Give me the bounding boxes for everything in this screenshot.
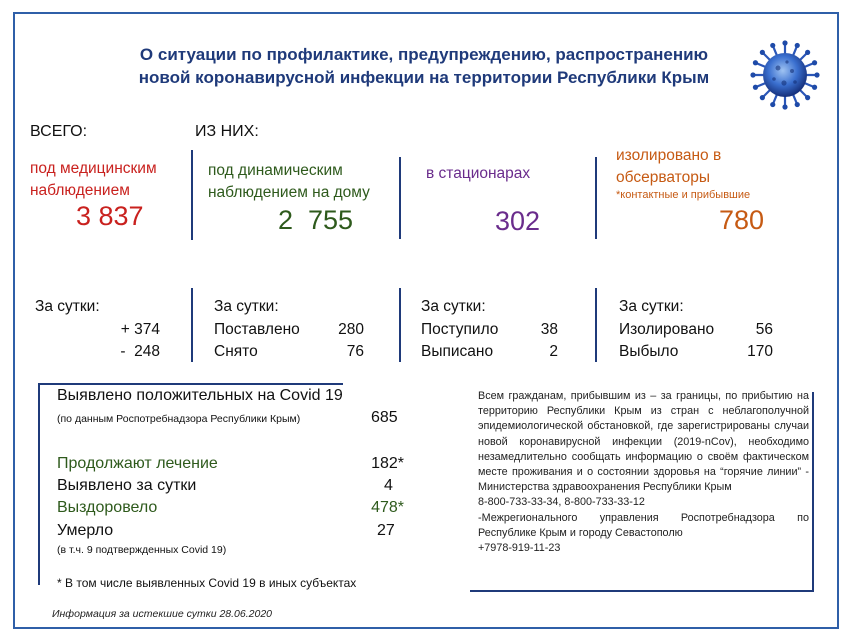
date-note: Информация за истекшие сутки 28.06.2020 (52, 608, 273, 620)
info-phone: +7978-919-11-23 (478, 542, 561, 555)
info-text: Всем гражданам, прибывшим из – за границы, по прибытию на территорию Республики Крым из стран с неблагополучной эпидемиологической обстановкой, где зарегистрированы случаи новой коронавирусной инфекции (2019-nCov), необходимо незамедлительно сообщать информацию о своём фактическом месте проживания и о состоянии здоровья на “горячие линии” - Министерства здравоохранения Республики Крым (478, 390, 809, 494)
observatory-label: изолировано в обсерваторы (616, 147, 722, 186)
daily-row1-label-3: Поступило (421, 321, 499, 338)
total-label: ВСЕГО: (30, 123, 88, 140)
covid-detected-label: Выявлено положительных на Covid 19 (57, 387, 343, 404)
divider (470, 590, 814, 592)
covid-footnote: * В том числе выявленных Covid 19 в иных субъектах (57, 576, 357, 590)
divider (38, 383, 40, 585)
info-phones: 8-800-733-33-34, 8-800-733-33-12 (478, 496, 645, 509)
of-them-label: ИЗ НИХ: (195, 123, 259, 140)
covid-treatment-value: 182* (371, 455, 404, 472)
daily-row2-label-3: Выписано (421, 343, 494, 360)
divider (399, 157, 401, 239)
daily-minus-1: - 248 (120, 343, 160, 360)
hospital-value: 302 (495, 206, 541, 236)
covid-recovered-value: 478* (371, 499, 404, 516)
daily-row2-value-3: 2 (549, 343, 558, 360)
covid-treatment-label: Продолжают лечение (57, 455, 218, 472)
daily-label-4: За сутки: (619, 298, 684, 315)
medical-value: 3 837 (76, 201, 144, 231)
covid-daily-label: Выявлено за сутки (57, 477, 197, 494)
medical-label: под медицинским наблюдением (30, 160, 157, 199)
daily-label-2: За сутки: (214, 298, 279, 315)
divider (812, 392, 814, 592)
covid-detected-value: 685 (371, 409, 398, 426)
divider (38, 383, 343, 385)
hospital-label: в стационарах (426, 165, 531, 182)
divider (191, 288, 193, 362)
covid-detected-source: (по данным Роспотребнадзора Республики Крым) (57, 413, 301, 425)
divider (595, 288, 597, 362)
divider (399, 288, 401, 362)
daily-plus-1: + 374 (120, 321, 160, 338)
home-label: под динамическим наблюдением на дому (208, 162, 370, 201)
divider (191, 150, 193, 240)
virus-icon (748, 38, 822, 112)
daily-row2-value-4: 170 (747, 343, 773, 360)
covid-daily-value: 4 (384, 477, 393, 494)
info-text: -Межрегионального управления Роспотребнадзора по Республике Крым и городу Севастополю (478, 511, 809, 539)
covid-died-label: Умерло (57, 522, 114, 539)
home-value: 2 755 (278, 205, 354, 235)
daily-row2-label-4: Выбыло (619, 343, 679, 360)
daily-row1-label-2: Поставлено (214, 321, 300, 338)
hotline-info (478, 389, 809, 556)
daily-row2-label-2: Снято (214, 343, 258, 360)
covid-died-value: 27 (377, 522, 395, 539)
daily-label-1: За сутки: (35, 298, 100, 315)
observatory-note: *контактные и прибывшие (616, 189, 751, 201)
covid-died-note: (в т.ч. 9 подтвержденных Covid 19) (57, 544, 227, 556)
daily-row1-value-3: 38 (540, 321, 558, 338)
daily-row1-label-4: Изолировано (619, 321, 715, 338)
page-title: О ситуации по профилактике, предупреждению, распространению новой коронавирусной инфекции на территории Республики Крым (138, 45, 710, 87)
daily-row1-value-4: 56 (755, 321, 773, 338)
daily-label-3: За сутки: (421, 298, 486, 315)
daily-row1-value-2: 280 (338, 321, 364, 338)
divider (595, 157, 597, 239)
daily-row2-value-2: 76 (346, 343, 364, 360)
covid-recovered-label: Выздоровело (57, 499, 158, 516)
observatory-value: 780 (719, 205, 765, 235)
